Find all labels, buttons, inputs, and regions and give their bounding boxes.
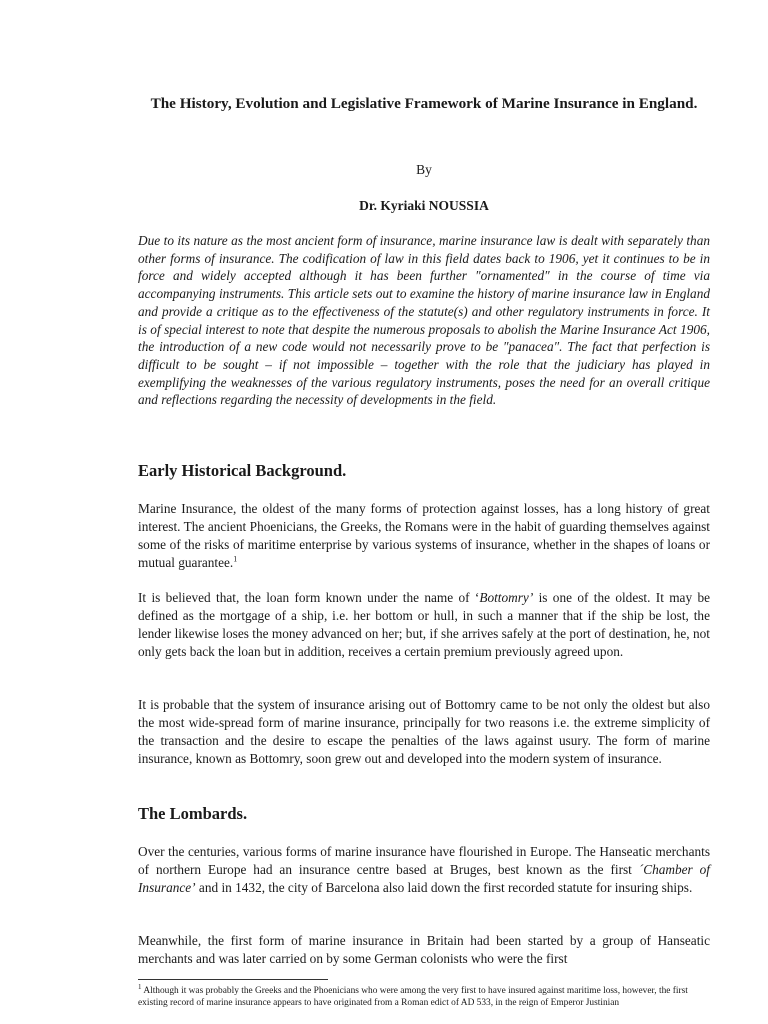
section-heading-lombards: The Lombards. bbox=[138, 804, 248, 823]
paragraph-text: Over the centuries, various forms of marine insurance have flourished in Europe. The Hanseatic merchants of northern Europe had an insurance centre based at Bruges, best known as the first bbox=[138, 844, 710, 877]
author-name: Dr. Kyriaki NOUSSIA bbox=[359, 198, 489, 213]
footnote bbox=[138, 982, 710, 1010]
paragraph-marine-insurance-intro bbox=[138, 500, 710, 572]
paragraph-text: It is believed that, the loan form known under the name of ‘ bbox=[138, 590, 480, 605]
paragraph-text: Marine Insurance, the oldest of the many forms of protection against losses, has a long history of great interest. The ancient Phoenicians, the Greeks, the Romans were in the habit of guarding themselves against some of the risks of maritime enterprise by various systems of insurance, whether in the shapes of loans or mutual guarantee. bbox=[138, 501, 710, 570]
paragraph-text: is one of the oldest. It may be defined as the mortgage of a ship, i.e. her bottom or hull, in such a manner that if the ship be lost, the lender likewise loses the money advanced on her; but, if she arrives safely at the port of destination, he, not only gets back the loan but in addition, receives a certain premium previously agreed upon. bbox=[138, 590, 710, 659]
footnote-reference[interactable]: 1 bbox=[233, 554, 238, 564]
footnote-text: Although it was probably the Greeks and the Phoenicians who were among the very first to have insured against maritime loss, however, the first existing record of marine insurance appears to have originated from a Roman edict of AD 533, in the reign of Emperor Justinian bbox=[138, 986, 688, 1008]
footnote-divider bbox=[138, 979, 328, 980]
chamber-of-insurance-term: ´Chamber of Insurance’ bbox=[138, 861, 711, 895]
document-title: The History, Evolution and Legislative Framework of Marine Insurance in England. bbox=[150, 95, 698, 112]
abstract: Due to its nature as the most ancient form of insurance, marine insurance law is dealt with separately than other forms of insurance. The codification of law in this field dates back to 1906, yet it continues to be in force and widely accepted although it has been further ″ornamented″ in the course of time via accompanying instruments. This article sets out to examine the history of marine insurance law in England and provide a critique as to the effectiveness of the statute(s) and other regulatory instruments in force. It is of special interest to note that despite the numerous proposals to abolish the Marine Insurance Act 1906, the introduction of a new code would not necessarily prove to be ″panacea″. The fact that perfection is difficult to be sought – if not impossible – together with the role that the judiciary has played in exemplifying the weaknesses of the various regulatory instruments, poses the need for an overall critique and reflections regarding the necessity of developments in the field. bbox=[138, 233, 710, 408]
by-line: By bbox=[416, 162, 432, 177]
paragraph-bottomry bbox=[138, 589, 710, 661]
paragraph-european-forms bbox=[138, 843, 710, 897]
section-heading-early-history: Early Historical Background. bbox=[138, 461, 347, 480]
paragraph-text: and in 1432, the city of Barcelona also laid down the first recorded statute for insuring ships. bbox=[195, 879, 693, 895]
paragraph-britain: Meanwhile, the first form of marine insurance in Britain had been started by a group of Hanseatic merchants and was later carried on by some German colonists who were the first bbox=[138, 933, 710, 966]
paragraph-bottomry-spread: It is probable that the system of insurance arising out of Bottomry came to be not only the oldest but also the most wide-spread form of marine insurance, principally for two reasons i.e. the extreme simplicity of the transaction and the desire to escape the penalties of the laws against usury. The form of marine insurance, known as Bottomry, soon grew out and developed into the modern system of insurance. bbox=[138, 697, 710, 766]
footnote-number: 1 bbox=[138, 983, 142, 991]
bottomry-term: Bottomry’ bbox=[479, 590, 534, 605]
